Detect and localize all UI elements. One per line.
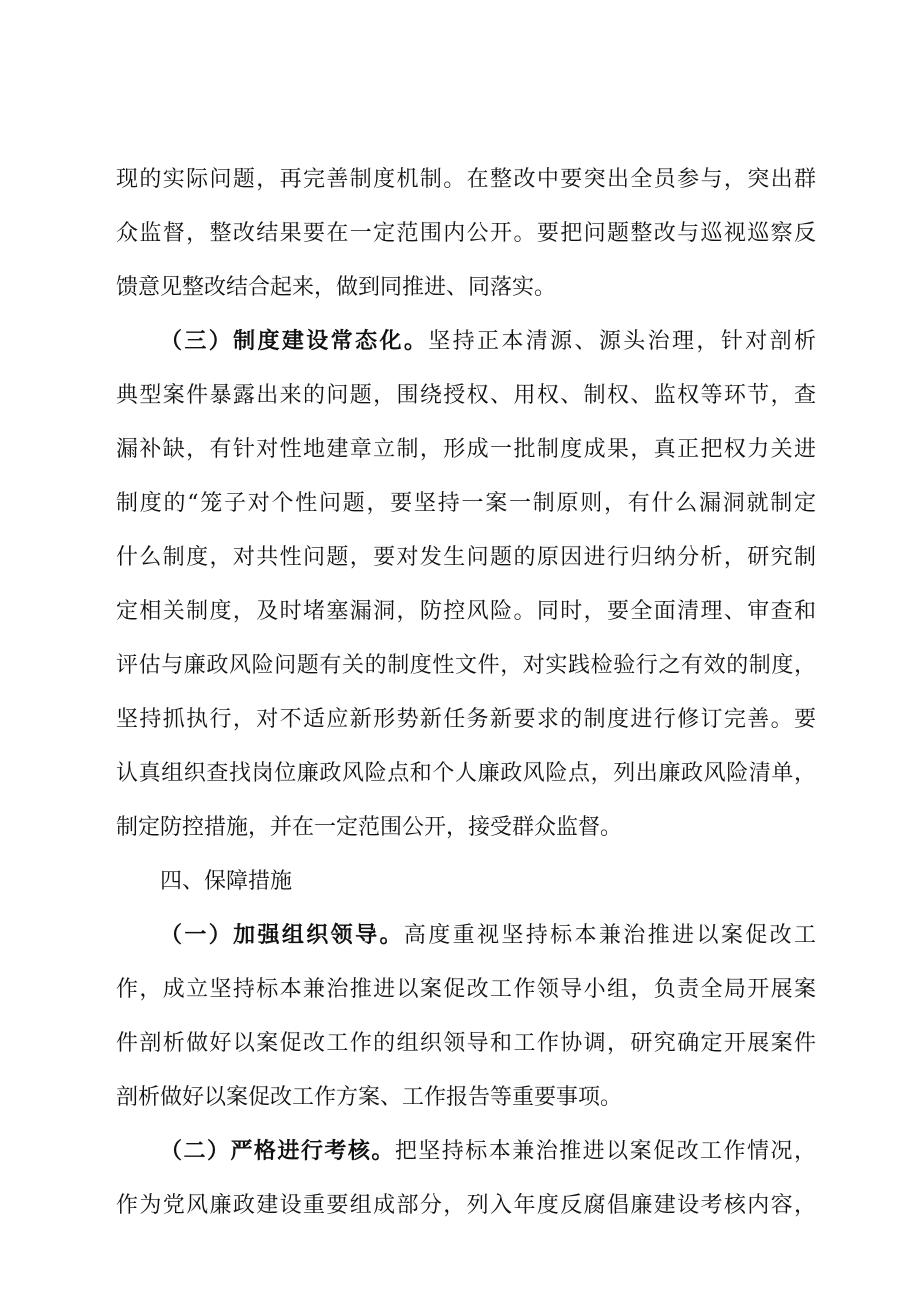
paragraph-3-line-1	[160, 916, 816, 956]
paragraph-4-first-rest: 把坚持标本兼治推进以案促改工作情况，	[394, 1139, 816, 1164]
paragraph-1-line-2: 众监督，整改结果要在一定范围内公开。要把问题整改与巡视巡察反	[116, 221, 816, 246]
paragraph-2-line-6: 定相关制度，及时堵塞漏洞，防控风险。同时，要全面清理、审查和	[116, 599, 816, 624]
paragraph-2-line-7: 评估与廉政风险问题有关的制度性文件，对实践检验行之有效的制度，	[116, 653, 816, 678]
paragraph-2-line-5: 什么制度，对共性问题，要对发生问题的原因进行归纳分析，研究制	[116, 545, 816, 570]
paragraph-2-line-2: 典型案件暴露出来的问题，围绕授权、用权、制权、监权等环节，查	[116, 383, 816, 408]
paragraph-2-lead: （三）制度建设常态化。	[160, 329, 429, 354]
paragraph-3-line-4: 剖析做好以案促改工作方案、工作报告等重要事项。	[116, 1085, 623, 1110]
section-heading: 四、保障措施	[160, 869, 293, 894]
paragraph-2-line-9: 认真组织查找岗位廉政风险点和个人廉政风险点，列出廉政风险清单，	[116, 761, 816, 786]
paragraph-2-first-rest: 坚持正本清源、源头治理，针对剖析	[428, 329, 816, 354]
paragraph-4-lead: （二）严格进行考核。	[160, 1139, 395, 1164]
paragraph-1-line-1: 现的实际问题，再完善制度机制。在整改中要突出全员参与，突出群	[116, 167, 816, 192]
paragraph-1-line-3: 馈意见整改结合起来，做到同推进、同落实。	[116, 275, 557, 300]
paragraph-2-line-4: 制度的“笼子对个性问题，要坚持一案一制原则，有什么漏洞就制定	[116, 491, 816, 516]
paragraph-4-line-2: 作为党风廉政建设重要组成部分，列入年度反腐倡廉建设考核内容，	[116, 1193, 816, 1218]
paragraph-4-line-1	[160, 1132, 816, 1172]
paragraph-2-line-8: 坚持抓执行，对不适应新形势新任务新要求的制度进行修订完善。要	[116, 707, 816, 732]
paragraph-2-line-10: 制定防控措施，并在一定范围公开，接受群众监督。	[116, 815, 623, 840]
paragraph-3-line-3: 件剖析做好以案促改工作的组织领导和工作协调，研究确定开展案件	[116, 1031, 816, 1056]
paragraph-3-lead: （一）加强组织领导。	[160, 923, 404, 948]
paragraph-3-first-rest: 高度重视坚持标本兼治推进以案促改工	[403, 923, 816, 948]
paragraph-2-line-3: 漏补缺，有针对性地建章立制，形成一批制度成果，真正把权力关进	[116, 437, 816, 462]
paragraph-3-line-2: 作，成立坚持标本兼治推进以案促改工作领导小组，负责全局开展案	[116, 977, 816, 1002]
paragraph-2-line-1	[160, 322, 816, 362]
